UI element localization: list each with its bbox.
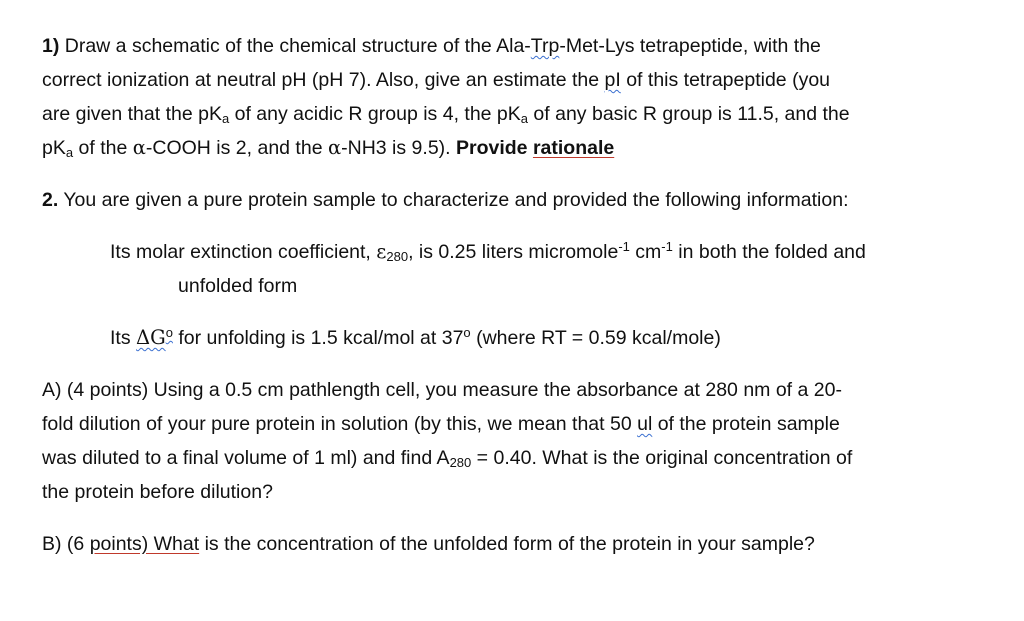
q1-line-3 — [42, 102, 850, 126]
q1-text: -Met-Lys tetrapeptide, with the — [559, 35, 821, 57]
q2-text: You are given a pure protein sample to characterize and provided the following information: — [58, 189, 849, 211]
alpha-symbol: α — [132, 136, 146, 159]
subscript: 280 — [386, 249, 409, 264]
delta-g-line — [110, 326, 721, 350]
q1-text: are given that the pK — [42, 103, 222, 125]
part-b-line — [42, 532, 815, 556]
q2-text: , is 0.25 liters micromole — [408, 241, 619, 263]
ul-spellcheck: ul — [637, 413, 653, 435]
q1-line-4 — [42, 136, 614, 160]
part-a-line-1 — [42, 378, 842, 402]
part-a-line-4 — [42, 480, 273, 504]
q1-line-2 — [42, 68, 830, 92]
q1-text: Draw a schematic of the chemical structure of the Ala- — [59, 35, 531, 57]
extinction-line-2 — [178, 274, 297, 298]
q2-text: Its — [110, 327, 137, 349]
q1-text: correct ionization at neutral pH (pH 7). Also, give an estimate the — [42, 69, 605, 91]
degree-superscript: o — [463, 325, 471, 340]
part-a-text: of the protein sample — [652, 413, 840, 435]
rationale-text: rationale — [532, 137, 615, 159]
part-a-text: was diluted to a final volume of 1 ml) and find A — [42, 447, 450, 469]
alpha-symbol: α — [327, 136, 342, 159]
q1-text: pK — [42, 137, 66, 159]
q2-text: in both the folded and — [672, 241, 866, 263]
q2-text: unfolded form — [178, 275, 298, 297]
subscript: 280 — [449, 455, 472, 470]
degree-superscript: o — [165, 325, 173, 340]
q1-text: of the — [73, 137, 133, 159]
pi-spellcheck: pI — [604, 69, 621, 91]
subscript: a — [65, 145, 74, 160]
q2-text: Its molar extinction coefficient, — [110, 241, 377, 263]
q1-text: -NH3 is 9.5). — [341, 137, 456, 159]
part-a-text: A) (4 points) Using a 0.5 cm pathlength cell, you measure the absorbance at 280 nm of a 20- — [42, 379, 842, 401]
part-b-text: is the concentration of the unfolded form of the protein in your sample? — [199, 533, 815, 555]
subscript: a — [520, 111, 529, 126]
q2-text: for unfolding is 1.5 kcal/mol at 37 — [172, 327, 464, 349]
q2-number: 2. — [42, 189, 59, 211]
q1-line-1 — [42, 34, 821, 58]
superscript: -1 — [618, 239, 630, 254]
part-a-line-2 — [42, 412, 840, 436]
part-a-text: fold dilution of your pure protein in solution (by this, we mean that 50 — [42, 413, 638, 435]
part-a-text: = 0.40. What is the original concentration of — [471, 447, 853, 469]
subscript: a — [221, 111, 230, 126]
q1-number: 1) — [42, 35, 60, 57]
q2-intro — [42, 188, 849, 212]
delta-g-symbol: ΔG — [136, 326, 166, 349]
part-b-text: B) (6 — [42, 533, 90, 555]
part-a-line-3 — [42, 446, 852, 470]
superscript: -1 — [661, 239, 673, 254]
q1-text: of this tetrapeptide (you — [620, 69, 831, 91]
q2-text: (where RT = 0.59 kcal/mole) — [470, 327, 721, 349]
q1-text: of any acidic R group is 4, the pK — [229, 103, 521, 125]
q1-text: -COOH is 2, and the — [145, 137, 328, 159]
extinction-line-1 — [110, 240, 866, 264]
points-what-underlined: points) What — [89, 533, 200, 555]
trp-spellcheck: Trp — [530, 35, 560, 57]
part-a-text: the protein before dilution? — [42, 481, 273, 503]
q1-text: of any basic R group is 11.5, and the — [528, 103, 850, 125]
q2-text: cm — [629, 241, 662, 263]
provide-text: Provide — [456, 137, 533, 159]
epsilon-symbol: ε — [376, 240, 387, 263]
